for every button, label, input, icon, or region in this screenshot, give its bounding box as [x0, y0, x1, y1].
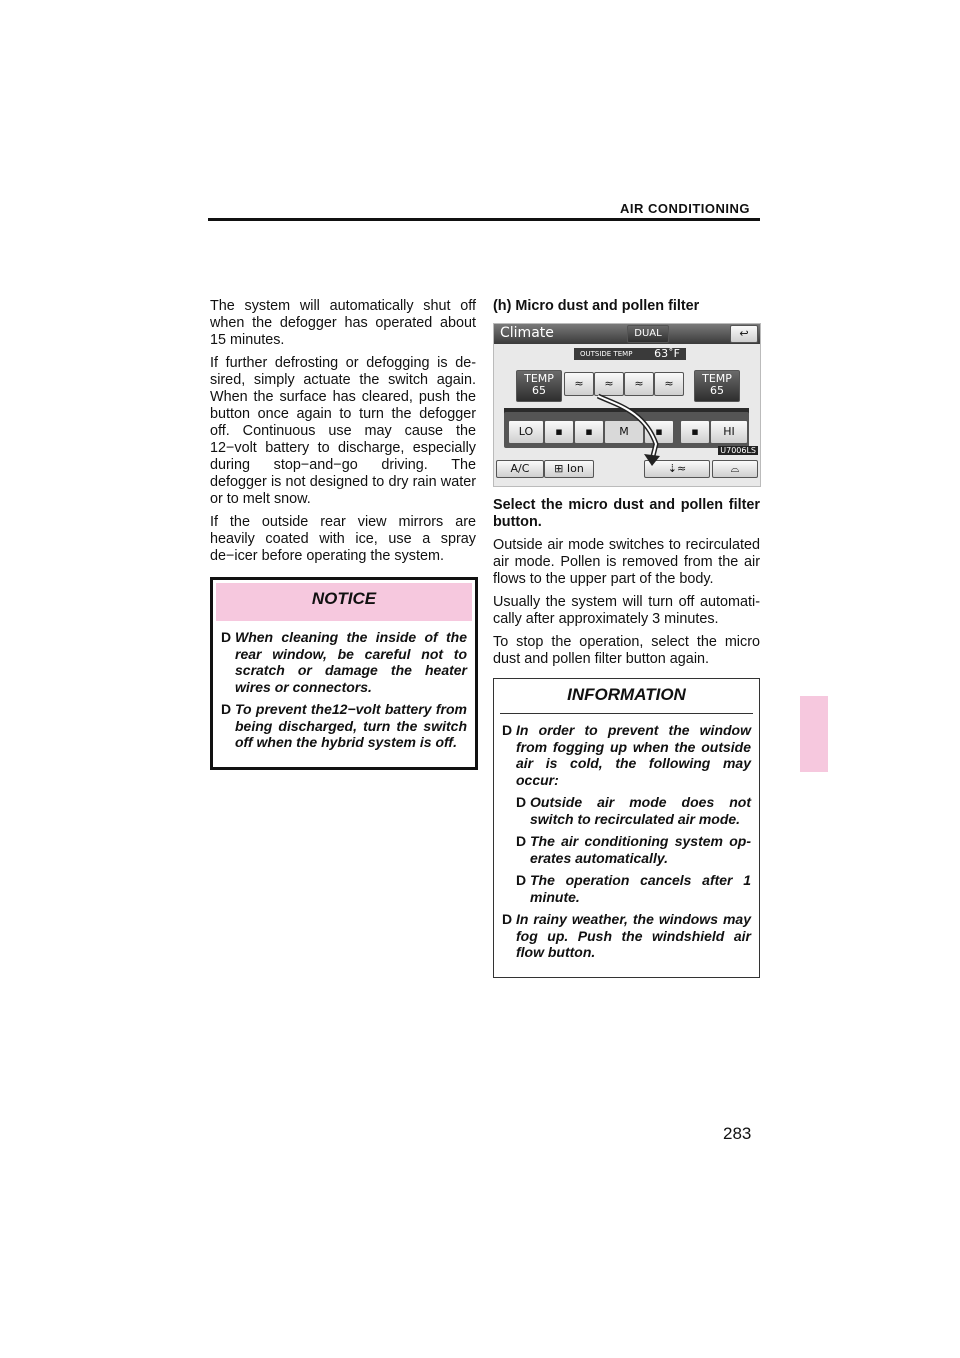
- outside-temp-label: OUTSIDE TEMP: [580, 350, 633, 358]
- ac-button[interactable]: A/C: [496, 460, 544, 478]
- information-sublist: [516, 794, 751, 905]
- information-subitem: D Outside air mode does not switch to recirculated air mode.: [516, 794, 751, 827]
- notice-box: [210, 577, 478, 770]
- airflow-bilevel-icon: ≈: [604, 377, 614, 390]
- notice-item: D To prevent the12−volt battery from being discharged, turn the switch off when the hybrid system is off.: [221, 701, 467, 750]
- fan-hi-button[interactable]: HI: [710, 420, 748, 444]
- bullet-icon: D: [516, 794, 527, 810]
- bullet-icon: D: [502, 911, 513, 927]
- right-column: [493, 298, 760, 978]
- pointer-arrow-icon: [494, 324, 760, 486]
- notice-item: D When cleaning the inside of the rear window, be careful not to scratch or damage the heater wires or connectors.: [221, 629, 467, 695]
- paragraph: Usually the system will turn off automati-cally after approximately 3 minutes.: [493, 594, 760, 627]
- airflow-feet-icon: ≈: [634, 377, 644, 390]
- information-item: D In order to prevent the window from fogging up when the outside air is cold, the following may occur: D Outside air mode does not switch to recirculated air mode. D The air conditioning system op-erates automatically. D The operation cancels after 1 minute.: [502, 722, 751, 905]
- subheading: (h) Micro dust and pollen filter: [493, 298, 700, 314]
- fan-lo-button[interactable]: LO: [508, 420, 544, 444]
- temp-left-button[interactable]: TEMP 65: [516, 370, 562, 402]
- airflow-feet-defrost-icon: ≈: [664, 377, 674, 390]
- pollen-filter-icon: ⊞: [554, 462, 564, 475]
- bullet-icon: D: [221, 701, 232, 717]
- header-rule: [208, 218, 760, 221]
- notice-title: NOTICE: [216, 583, 472, 621]
- screen-title: Climate: [500, 325, 554, 341]
- fan-step-button[interactable]: ▪: [680, 420, 710, 444]
- back-arrow-icon: ↩: [739, 327, 749, 340]
- page-number: 283: [723, 1124, 752, 1143]
- fan-step-button[interactable]: ▪: [644, 420, 674, 444]
- paragraph: The system will automatically shut off when the defogger has operated about 15 minutes.: [210, 298, 476, 348]
- bullet-icon: D: [516, 872, 527, 888]
- running-header: AIR CONDITIONING: [619, 201, 750, 216]
- paragraph: If further defrosting or defogging is de-sired, simply actuate the switch again. When the surface has cleared, push the button once again to turn the defogger off. Continuous use may cause the 12−volt battery to discharge, especially during stop−and−go driving. The defogger is not designed to dry rain water or to melt snow.: [210, 355, 476, 507]
- information-title: INFORMATION: [500, 679, 753, 714]
- temp-right-button[interactable]: TEMP 65: [694, 370, 740, 402]
- fan-m-button[interactable]: M: [604, 420, 644, 444]
- airflow-face-icon: ≈: [574, 377, 584, 390]
- information-subitem: D The air conditioning system op-erates automatically.: [516, 833, 751, 866]
- instruction: Select the micro dust and pollen filter button.: [493, 497, 760, 530]
- fan-step-button[interactable]: ▪: [574, 420, 604, 444]
- ion-button[interactable]: ⊞ Ion: [544, 460, 594, 478]
- information-item: D In rainy weather, the windows may fog up. Push the windshield air flow button.: [502, 911, 751, 960]
- dual-button[interactable]: DUAL: [627, 325, 669, 343]
- paragraph: Outside air mode switches to recirculated air mode. Pollen is removed from the air flows to the upper part of the body.: [493, 537, 760, 587]
- bullet-icon: D: [516, 833, 527, 849]
- defroster-icon: ⌓: [730, 462, 740, 475]
- bullet-icon: D: [502, 722, 513, 738]
- section-tab: [800, 696, 828, 772]
- fan-step-button[interactable]: ▪: [544, 420, 574, 444]
- notice-list: [213, 621, 475, 767]
- outside-temp-value: 63˚F: [654, 347, 680, 360]
- paragraph: To stop the operation, select the micro dust and pollen filter button again.: [493, 634, 760, 667]
- windshield-airflow-icon: ⇣≈: [667, 462, 687, 475]
- bullet-icon: D: [221, 629, 232, 645]
- paragraph: If the outside rear view mirrors are heavily coated with ice, use a spray de−icer before operating the system.: [210, 514, 476, 564]
- information-subitem: D The operation cancels after 1 minute.: [516, 872, 751, 905]
- climate-screen-figure: [493, 323, 761, 487]
- information-list: [494, 714, 759, 977]
- information-box: [493, 678, 760, 978]
- left-column: [210, 298, 476, 770]
- figure-code: U7006LS: [720, 446, 756, 455]
